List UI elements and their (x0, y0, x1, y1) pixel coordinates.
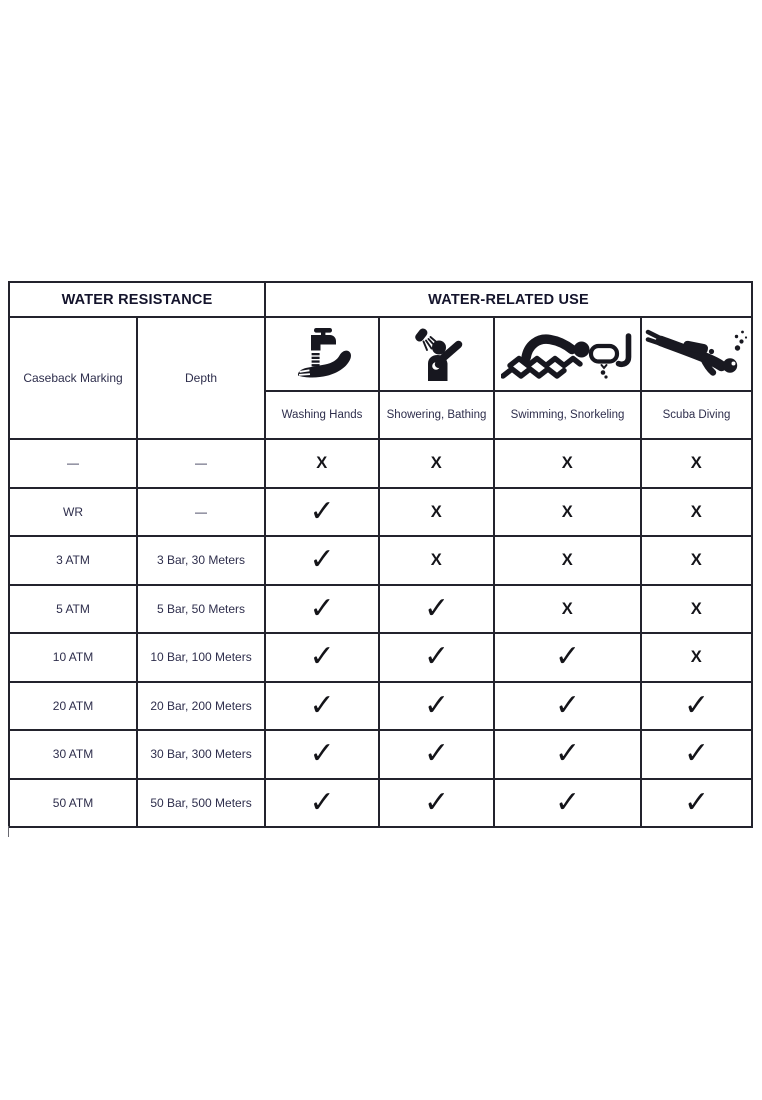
depth-cell: 50 Bar, 500 Meters (137, 779, 265, 828)
table-row-5atm (9, 585, 752, 634)
use-mark-cell: ✓ (494, 730, 641, 779)
caseback-marking-cell: 10 ATM (9, 633, 137, 682)
table-row-3atm (9, 536, 752, 585)
water-resistance-header: WATER RESISTANCE (9, 282, 265, 317)
use-mark-cell: ✓ (379, 779, 494, 828)
depth-column-header: Depth (137, 317, 265, 439)
caseback-marking-column-header: Caseback Marking (9, 317, 137, 439)
use-mark-cell: X (641, 488, 752, 537)
water-resistance-table-wrap (8, 281, 753, 828)
group-header-row (9, 282, 752, 317)
table-row-20atm (9, 682, 752, 731)
use-mark-cell: ✓ (494, 779, 641, 828)
use-mark-cell: ✓ (265, 633, 379, 682)
table-row-50atm (9, 779, 752, 828)
use-mark-cell: ✓ (641, 730, 752, 779)
scuba-diving-label: Scuba Diving (641, 391, 752, 439)
depth-cell: — (137, 439, 265, 488)
table-row-30atm (9, 730, 752, 779)
depth-cell: 20 Bar, 200 Meters (137, 682, 265, 731)
caseback-marking-cell: — (9, 439, 137, 488)
caseback-marking-cell: 5 ATM (9, 585, 137, 634)
use-mark-cell: X (641, 536, 752, 585)
depth-cell: — (137, 488, 265, 537)
use-mark-cell: X (494, 585, 641, 634)
washing-hands-label: Washing Hands (265, 391, 379, 439)
table-row-wr (9, 488, 752, 537)
use-mark-cell: ✓ (265, 536, 379, 585)
caseback-marking-cell: 3 ATM (9, 536, 137, 585)
showering-bathing-icon-cell (379, 317, 494, 391)
table-row-10atm (9, 633, 752, 682)
use-mark-cell: ✓ (265, 730, 379, 779)
use-mark-cell: ✓ (379, 730, 494, 779)
use-mark-cell: X (494, 536, 641, 585)
use-mark-cell: ✓ (379, 585, 494, 634)
caseback-marking-cell: 50 ATM (9, 779, 137, 828)
showering-bathing-icon (408, 327, 466, 381)
use-mark-cell: X (265, 439, 379, 488)
caseback-marking-cell: 20 ATM (9, 682, 137, 731)
use-mark-cell: X (494, 488, 641, 537)
use-mark-cell: X (641, 585, 752, 634)
use-mark-cell: X (641, 439, 752, 488)
depth-cell: 3 Bar, 30 Meters (137, 536, 265, 585)
table-row-none (9, 439, 752, 488)
use-mark-cell: ✓ (494, 633, 641, 682)
icon-header-row (9, 317, 752, 391)
scuba-diving-icon (644, 327, 750, 381)
caseback-marking-cell: 30 ATM (9, 730, 137, 779)
use-mark-cell: X (379, 536, 494, 585)
water-related-use-header: WATER-RELATED USE (265, 282, 752, 317)
washing-hands-icon (289, 327, 355, 381)
use-mark-cell: ✓ (494, 682, 641, 731)
use-mark-cell: ✓ (265, 488, 379, 537)
depth-cell: 10 Bar, 100 Meters (137, 633, 265, 682)
caseback-marking-cell: WR (9, 488, 137, 537)
showering-bathing-label: Showering, Bathing (379, 391, 494, 439)
use-mark-cell: ✓ (265, 682, 379, 731)
swimming-snorkeling-label: Swimming, Snorkeling (494, 391, 641, 439)
use-mark-cell: X (641, 633, 752, 682)
use-mark-cell: X (494, 439, 641, 488)
use-mark-cell: X (379, 439, 494, 488)
use-mark-cell: X (379, 488, 494, 537)
cropped-row-border-stub (8, 826, 9, 837)
swimming-snorkeling-icon-cell (494, 317, 641, 391)
use-mark-cell: ✓ (641, 779, 752, 828)
use-mark-cell: ✓ (379, 633, 494, 682)
water-resistance-table (8, 281, 753, 828)
depth-cell: 30 Bar, 300 Meters (137, 730, 265, 779)
scuba-diving-icon-cell (641, 317, 752, 391)
use-mark-cell: ✓ (265, 779, 379, 828)
depth-cell: 5 Bar, 50 Meters (137, 585, 265, 634)
use-mark-cell: ✓ (265, 585, 379, 634)
swimming-snorkeling-icon (501, 327, 635, 381)
use-mark-cell: ✓ (641, 682, 752, 731)
washing-hands-icon-cell (265, 317, 379, 391)
use-mark-cell: ✓ (379, 682, 494, 731)
